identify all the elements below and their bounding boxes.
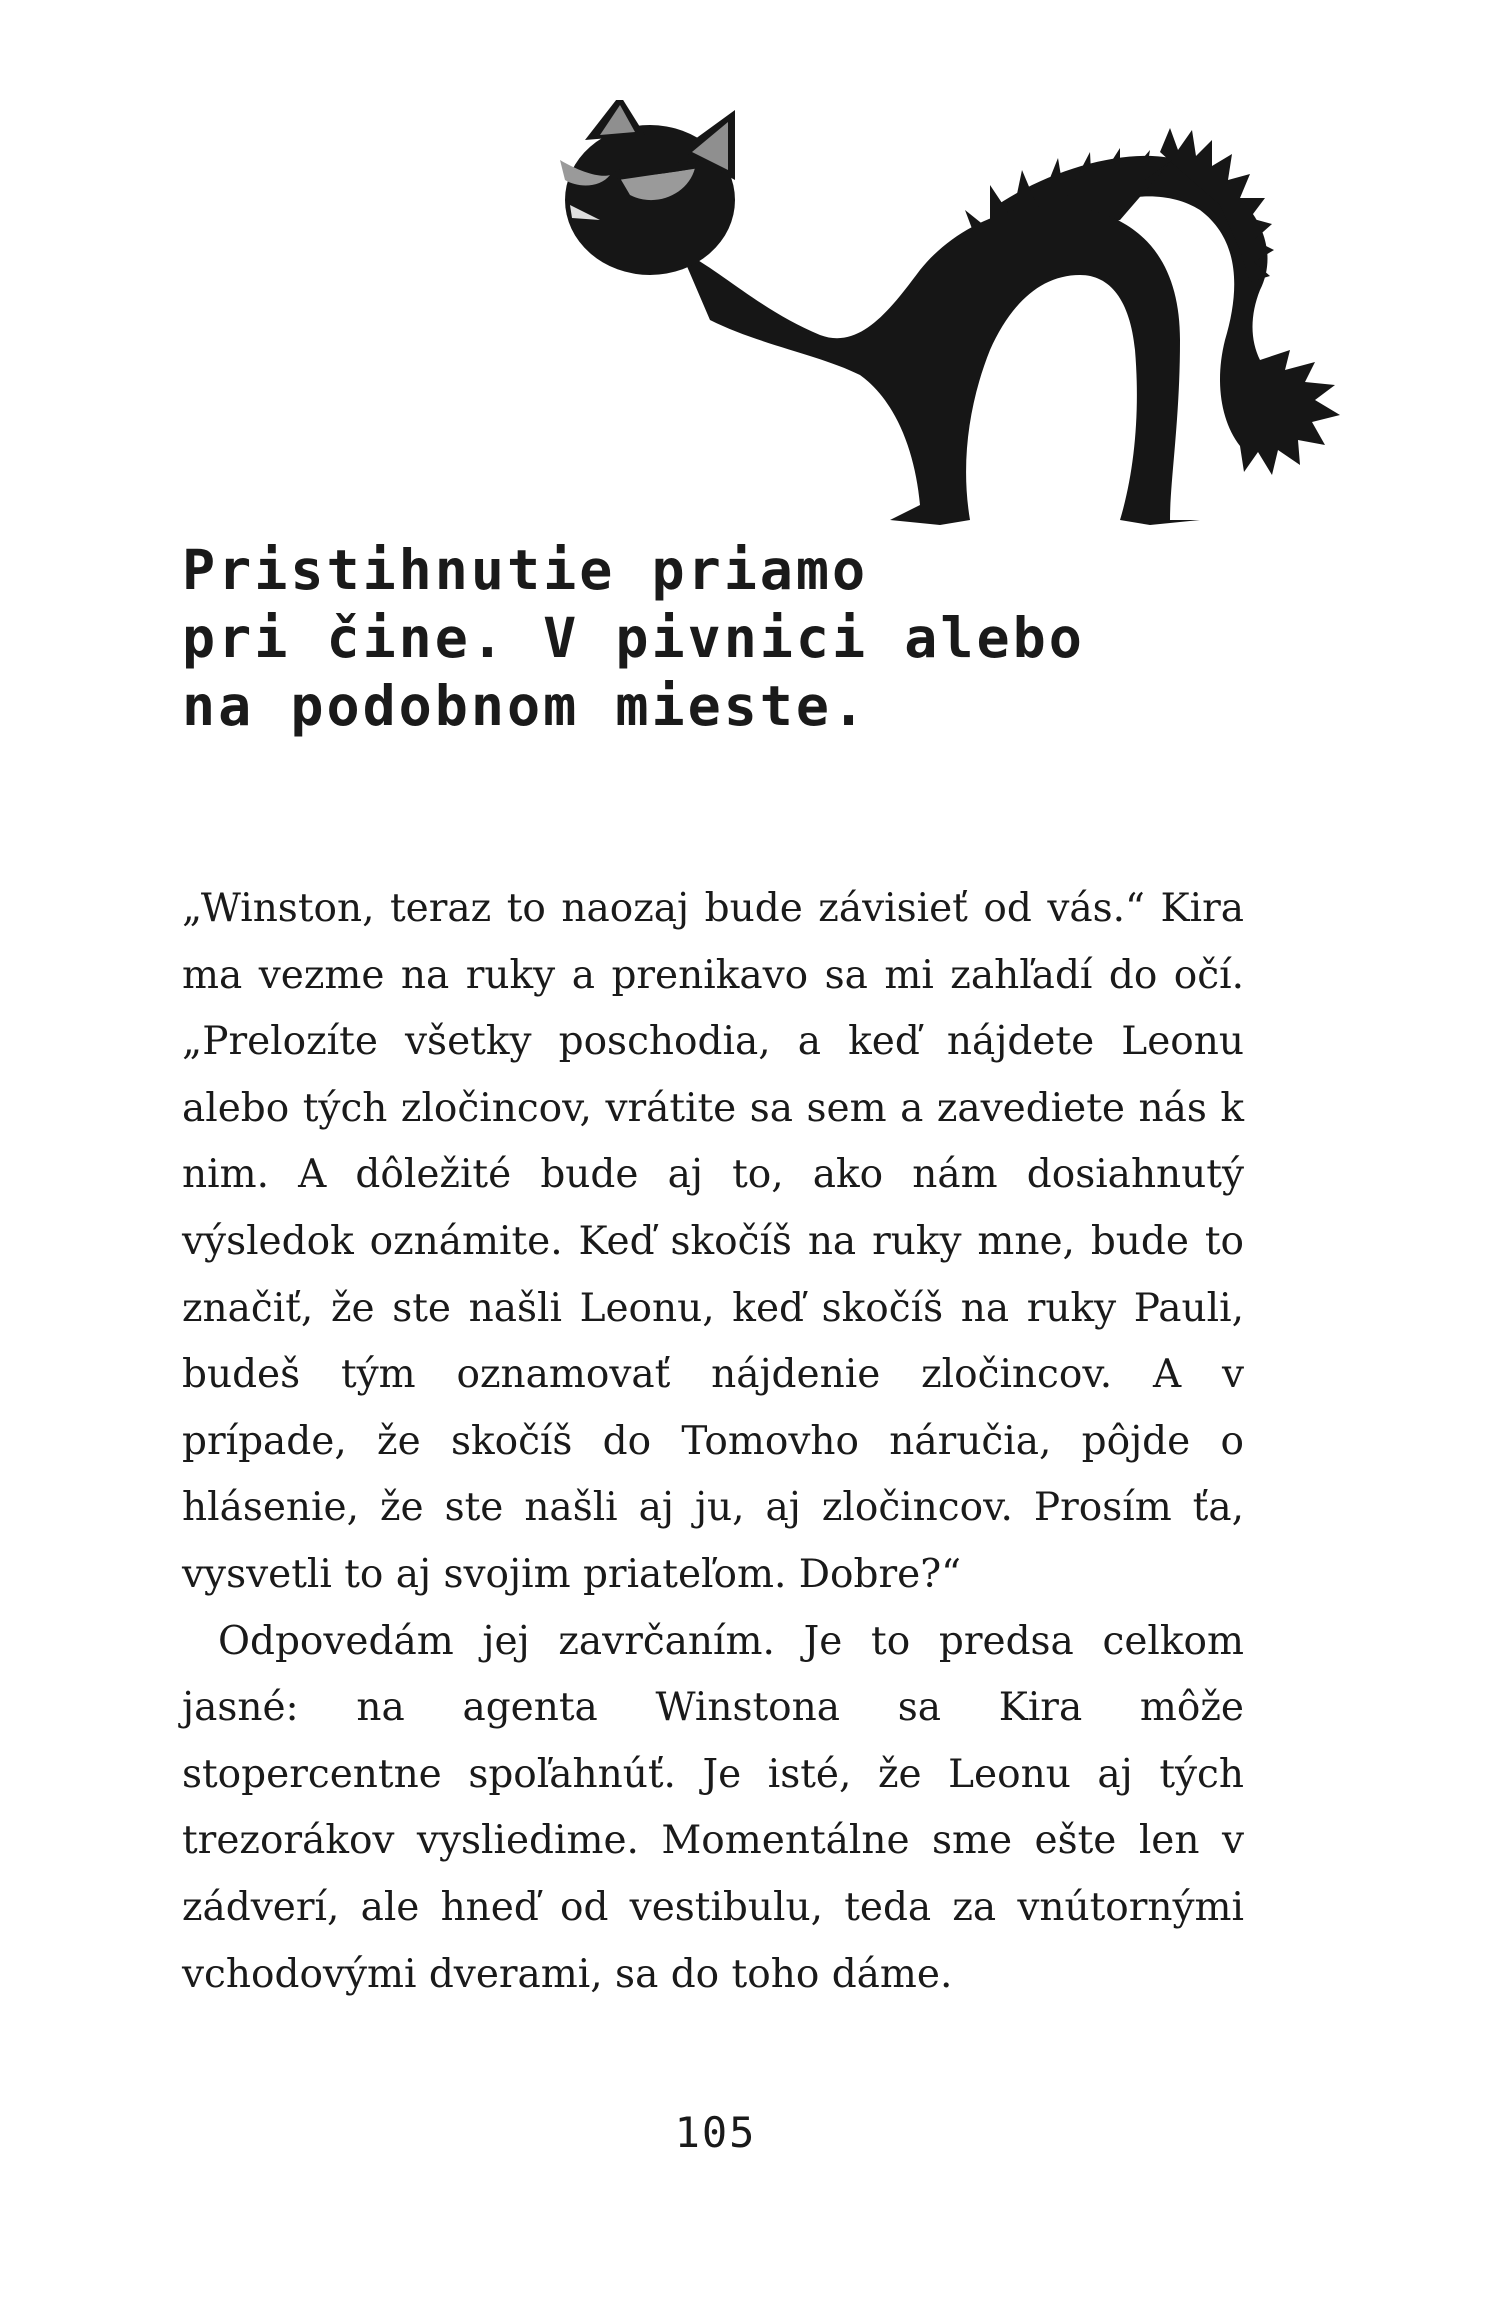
chapter-heading-line: na podobnom mieste. xyxy=(182,674,869,738)
chapter-heading-line: Pristihnutie priamo xyxy=(182,538,869,602)
chapter-heading-line: pri čine. V pivnici alebo xyxy=(182,606,1085,670)
paragraph: „Winston, teraz to naozaj bude závisieť od vás.“ Kira ma vezme na ruky a prenikavo sa mi zahľadí do očí. „Prelozíte všetky poschodia, a keď nájdete Leonu alebo tých zločincov, vrátite sa sem a zavediete nás k nim. A dôležité bude aj to, ako nám dosiahnutý výsledok oznámite. Keď skočíš na ruky mne, bude to značiť, že ste našli Leonu, keď skočíš na ruky Pauli, budeš tým oznamovať nájdenie zločincov. A v prípade, že skočíš do Tomovho náručia, pôjde o hlásenie, že ste našli aj ju, aj zločincov. Prosím ťa, vysvetli to aj svojim priateľom. Dobre?“ xyxy=(182,886,1244,1597)
cat-body xyxy=(680,206,1200,525)
paragraph: Odpovedám jej zavrčaním. Je to predsa celkom jasné: na agenta Winstona sa Kira môže stopercentne spoľahnúť. Je isté, že Leonu aj tých trezorákov vysliedime. Momentálne sme ešte len v zádverí, ale hneď od vestibulu, teda za vnútornými vchodovými dverami, sa do toho dáme. xyxy=(182,1618,1244,1997)
body-text xyxy=(182,876,1244,2008)
chapter-heading xyxy=(182,536,1182,740)
page-number: 105 xyxy=(674,2108,757,2157)
